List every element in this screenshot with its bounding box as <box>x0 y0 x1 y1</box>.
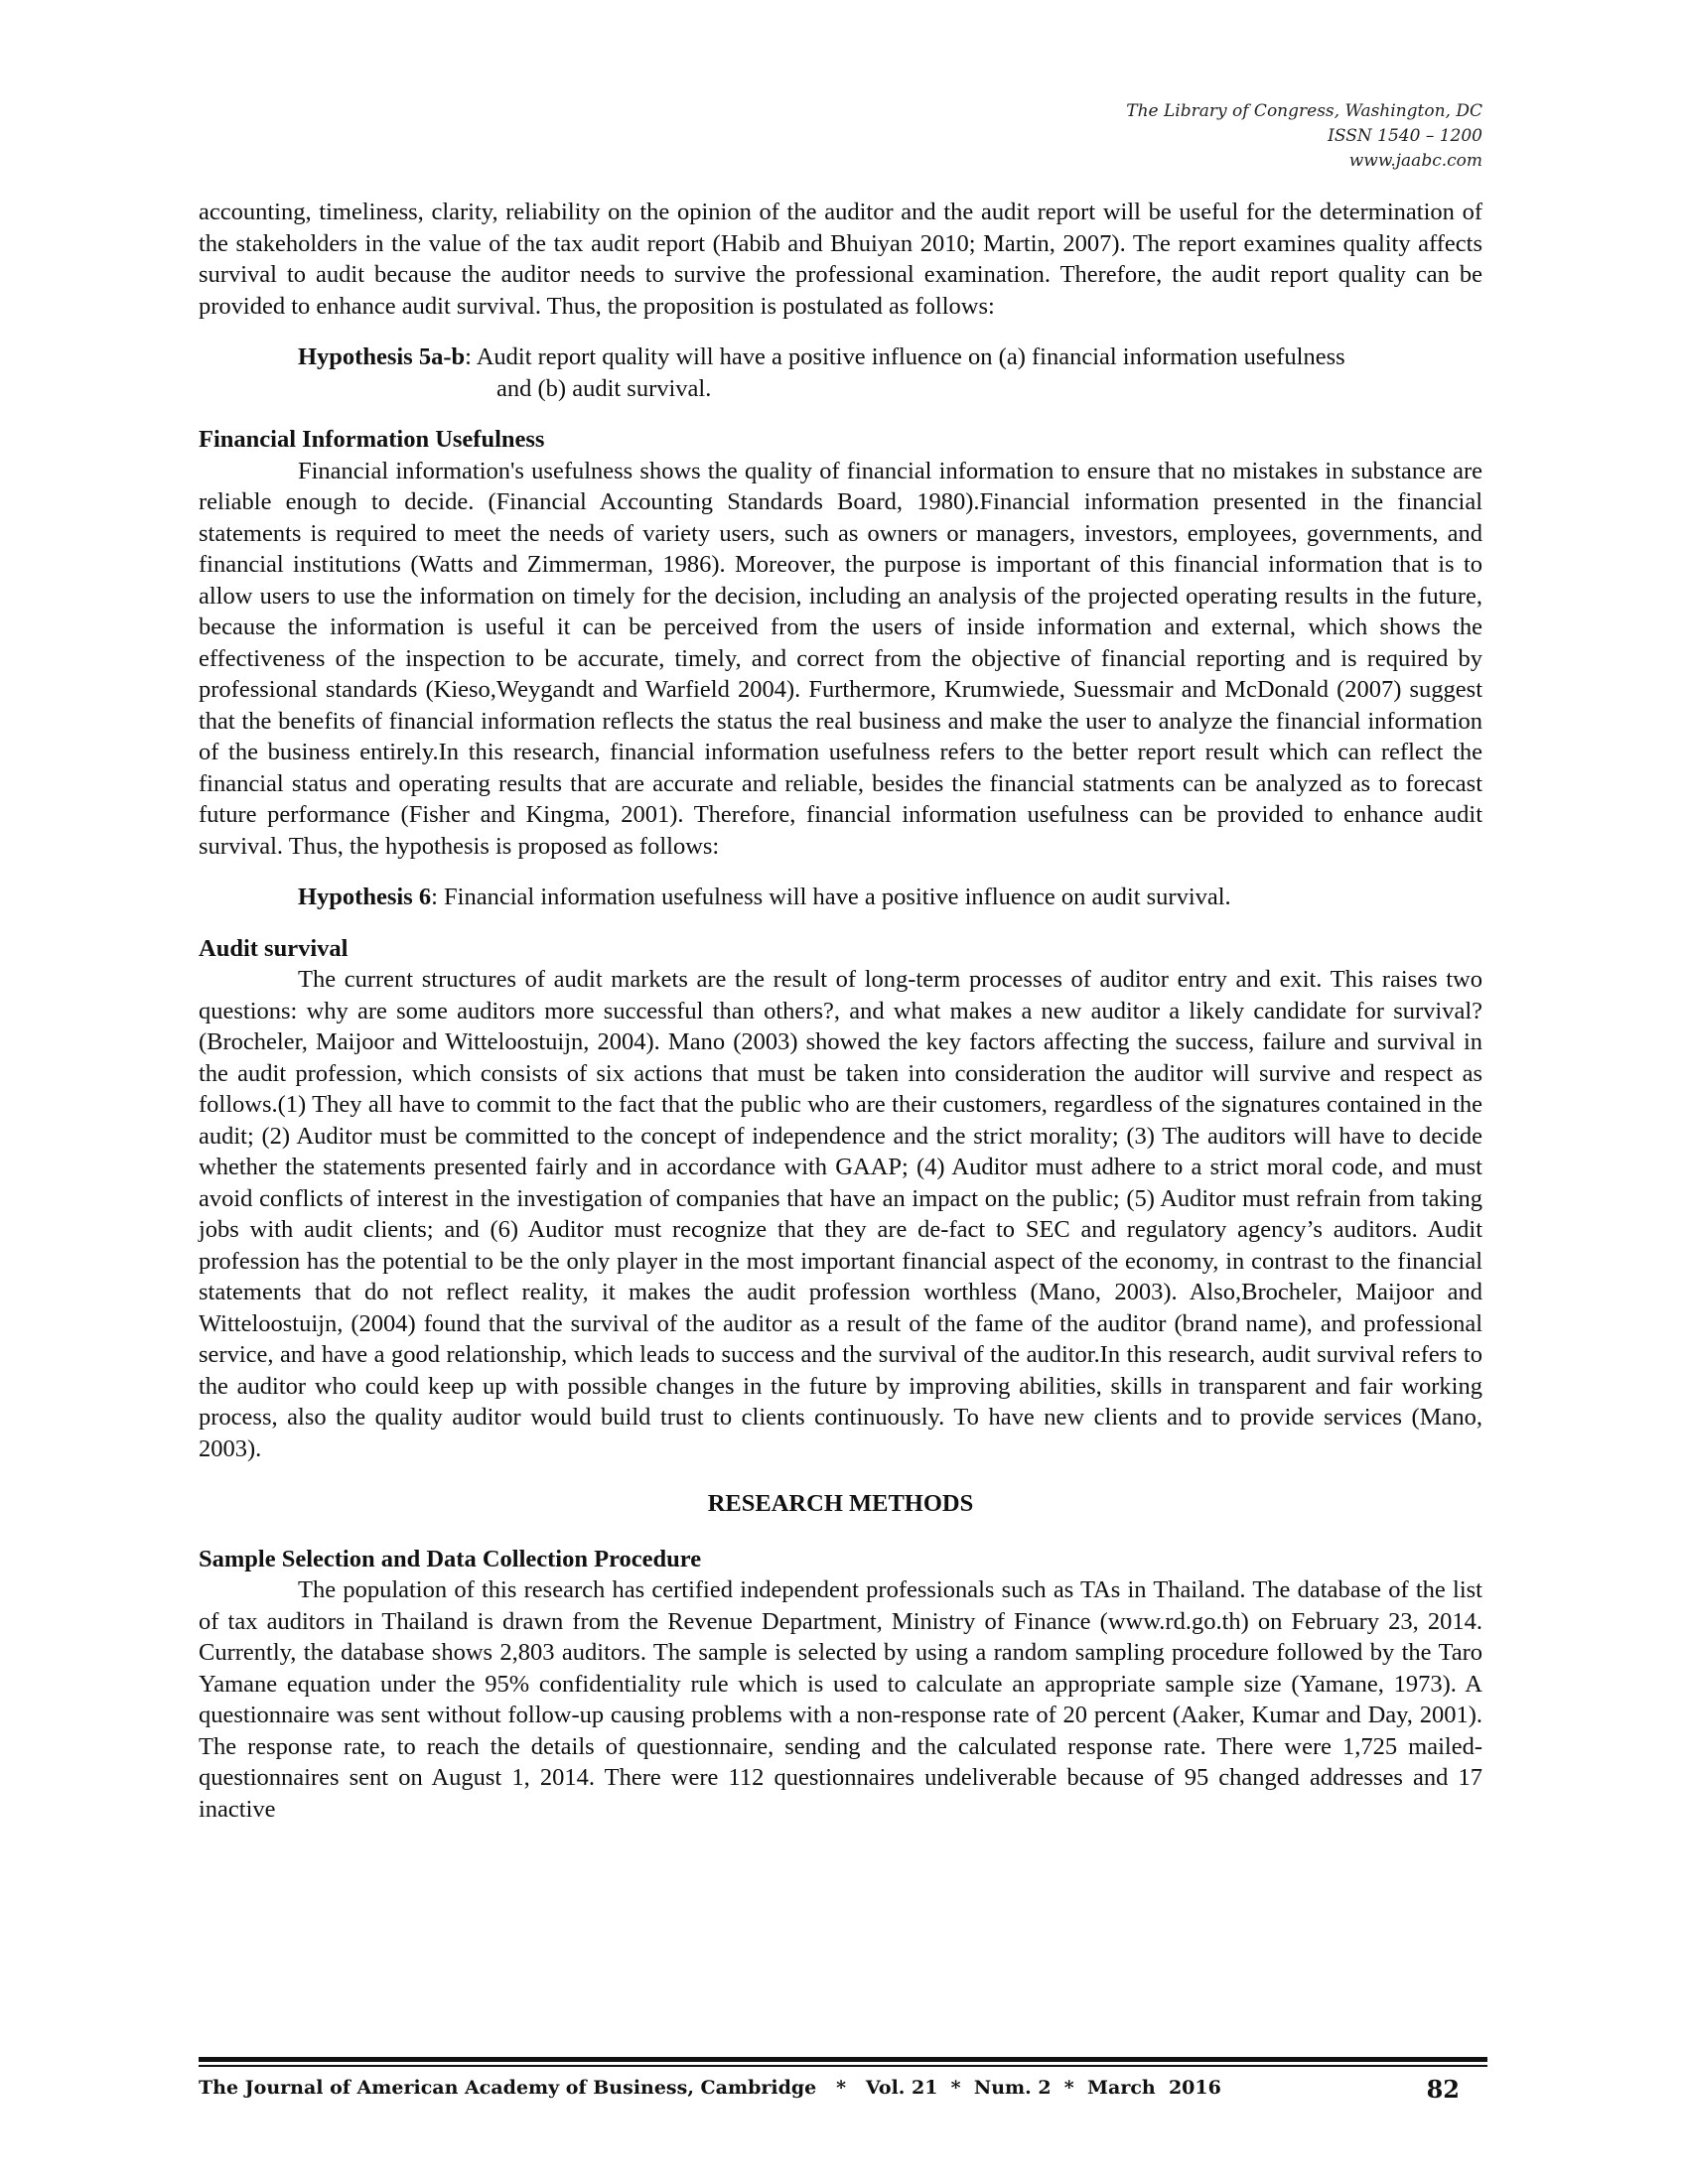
header-publisher: The Library of Congress, Washington, DC <box>1126 101 1482 121</box>
page-number: 82 <box>1426 2075 1460 2104</box>
footer-rule-thick <box>199 2057 1487 2062</box>
header-issn: ISSN 1540 – 1200 <box>1328 126 1482 146</box>
paragraph-sample-selection: The population of this research has certified independent professionals such as TAs in Thailand. The database of the list of tax auditors in Thailand is drawn from the Revenue Department, Ministry of Finance (www.rd.go.th) on February 23, 2014. Currently, the database shows 2,803 auditors. The sample is selected by using a random sampling procedure followed by the Taro Yamane equation under the 95% confidentiality rule which is used to calculate an appropriate sample size (Yamane, 1973). A questionnaire was sent without follow-up causing problems with a non-response rate of 20 percent (Aaker, Kumar and Day, 2001). The response rate, to reach the details of questionnaire, sending and the calculated response rate. There were 1,725 mailed-questionnaires sent on August 1, 2014. There were 112 questionnaires undeliverable because of 95 changed addresses and 17 inactive <box>199 1576 1482 1823</box>
paragraph-continued: accounting, timeliness, clarity, reliability on the opinion of the auditor and the audit report will be useful for the determination of the stakeholders in the value of the tax audit report (Habib and Bhuiyan 2010; Martin, 2007). The report examines quality affects survival to audit because the auditor needs to survive the professional examination. Therefore, the audit report quality can be provided to enhance audit survival. Thus, the proposition is postulated as follows: <box>199 199 1482 320</box>
hypothesis-5-label: Hypothesis 5a-b <box>298 343 466 370</box>
hypothesis-5-continuation: and (b) audit survival. <box>496 374 712 402</box>
body-text <box>199 197 1482 1825</box>
paragraph-audit-survival: The current structures of audit markets are the result of long-term processes of auditor entry and exit. This raises two questions: why are some auditors more successful than others?, and what makes a new auditor a likely candidate for survival? (Brocheler, Maijoor and Witteloostuijn, 2004). Mano (2003) showed the key factors affecting the success, failure and survival in the audit profession, which consists of six actions that must be taken into consideration the auditor will survive and respect as follows.(1) They all have to commit to the fact that the public who are their customers, regardless of the signatures contained in the audit; (2) Auditor must be committed to the concept of independence and the strict morality; (3) The auditors will have to decide whether the statements presented fairly and in accordance with GAAP; (4) Auditor must adhere to a strict moral code, and must avoid conflicts of interest in the investigation of companies that have an impact on the public; (5) Auditor must refrain from taking jobs with audit clients; and (6) Auditor must recognize that they are de-fact to SEC and regulatory agency’s auditors. Audit profession has the potential to be the only player in the most important financial aspect of the economy, in contrast to the financial statements that do not reflect reality, it makes the audit profession worthless (Mano, 2003). Also,Brocheler, Maijoor and Witteloostuijn, (2004) found that the survival of the auditor as a result of the fame of the auditor (brand name), and professional service, and have a good relationship, which leads to success and the survival of the auditor.In this research, audit survival refers to the auditor who could keep up with possible changes in the future by improving abilities, skills in transparent and fair working process, also the quality auditor would build trust to clients continuously. To have new clients and to provide services (Mano, 2003). <box>199 966 1482 1462</box>
hypothesis-5 <box>199 341 1482 404</box>
running-header <box>1126 99 1482 174</box>
header-website: www.jaabc.com <box>1348 151 1482 171</box>
footer-rule <box>199 2057 1487 2067</box>
footer-rule-thin <box>199 2065 1487 2067</box>
section-heading-research-methods: RESEARCH METHODS <box>707 1490 974 1517</box>
section-heading-audit-survival: Audit survival <box>199 934 349 962</box>
hypothesis-6-label: Hypothesis 6 <box>298 884 432 910</box>
footer-journal-citation: The Journal of American Academy of Business, Cambridge * Vol. 21 * Num. 2 * March 2016 <box>199 2077 1221 2099</box>
hypothesis-6-text: : Financial information usefulness will have a positive influence on audit survival. <box>431 884 1231 910</box>
hypothesis-6 <box>199 882 1482 913</box>
hypothesis-5-text: : Audit report quality will have a positive influence on (a) financial information usefulness <box>465 343 1345 370</box>
section-heading-sample-selection: Sample Selection and Data Collection Procedure <box>199 1545 702 1572</box>
paragraph-financial-information-usefulness: Financial information's usefulness shows the quality of financial information to ensure that no mistakes in substance are reliable enough to decide. (Financial Accounting Standards Board, 1980).Financial information presented in the financial statements is required to meet the needs of variety users, such as owners or managers, investors, employees, governments, and financial institutions (Watts and Zimmerman, 1986). Moreover, the purpose is important of this financial information that is to allow users to use the information on timely for the decision, including an analysis of the projected operating results in the future, because the information is useful it can be perceived from the users of inside information and external, which shows the effectiveness of the inspection to be accurate, timely, and correct from the objective of financial reporting and is required by professional standards (Kieso,Weygandt and Warfield 2004). Furthermore, Krumwiede, Suessmair and McDonald (2007) suggest that the benefits of financial information reflects the status the real business and make the user to analyze the financial information of the business entirely.In this research, financial information usefulness refers to the better report result which can reflect the financial status and operating results that are accurate and reliable, besides the financial statments can be analyzed as to forecast future performance (Fisher and Kingma, 2001). Therefore, financial information usefulness can be provided to enhance audit survival. Thus, the hypothesis is proposed as follows: <box>199 457 1482 860</box>
section-heading-financial-information-usefulness: Financial Information Usefulness <box>199 426 545 453</box>
